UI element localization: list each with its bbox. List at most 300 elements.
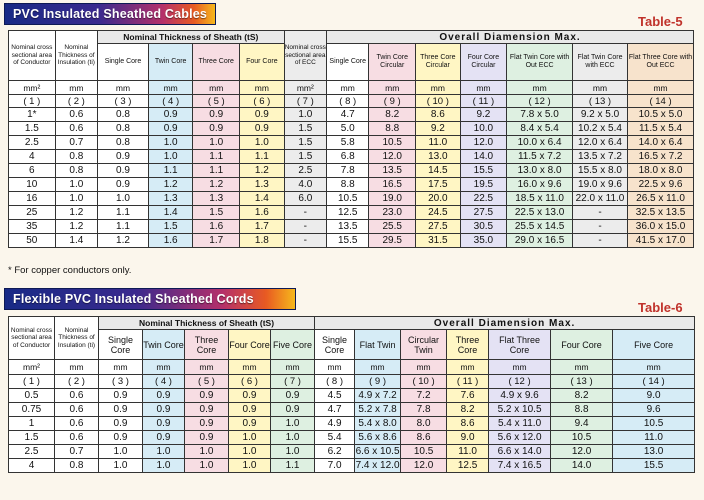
unit-cell: mm [507,81,573,95]
unit-cell: mm [240,81,285,95]
table-cell: 0.9 [271,403,315,417]
table-cell: 5.0 [327,122,369,136]
table-cell: 12.0 [551,445,613,459]
table6-col-header: Circular Twin [401,330,447,360]
unit-cell: mm [628,81,694,95]
table-cell: 0.9 [185,431,229,445]
table-cell: 1.1 [98,220,149,234]
table-cell: 5.4 x 11.0 [489,417,551,431]
table-cell: 41.5 x 17.0 [628,234,694,248]
column-number-cell: ( 9 ) [355,375,401,389]
table6-header-insulation: Nominal Thickness of Insulation (ti) [55,317,99,360]
table-cell: 1.5 [284,122,326,136]
column-number-cell: ( 6 ) [240,95,285,108]
table-cell: 0.9 [185,389,229,403]
table-cell: 1.2 [55,220,97,234]
table-cell: 16.5 x 7.2 [628,150,694,164]
column-number-cell: ( 4 ) [143,375,185,389]
table-cell: 16 [9,192,56,206]
table5-col-header: Twin Core [148,44,193,81]
table-cell: 20.0 [416,192,461,206]
table-cell: 0.9 [148,122,193,136]
unit-cell: mm [447,360,489,375]
unit-cell: mm [613,360,695,375]
table-cell: 13.5 [327,220,369,234]
table-cell: 22.5 [460,192,507,206]
table5-col-header: Flat Three Core with Out ECC [628,44,694,81]
table-cell: 8.8 [551,403,613,417]
table-cell: 0.9 [99,403,143,417]
column-number-cell: ( 2 ) [55,95,97,108]
table-cell: 16.5 [369,178,416,192]
table-cell: - [284,220,326,234]
table-cell: 10.5 [369,136,416,150]
table-cell: 8.8 [327,178,369,192]
table6-header-area: Nominal cross sectional area of Conductor [9,317,55,360]
column-number-cell: ( 10 ) [416,95,461,108]
table-cell: 1.1 [98,206,149,220]
table-row [9,206,694,220]
table5-title: PVC Insulated Sheathed Cables [13,7,208,21]
table-cell: 1* [9,108,56,122]
table-cell: 11.0 [416,136,461,150]
table-row [9,431,695,445]
table-cell: 1.0 [143,445,185,459]
table-cell: 1.3 [240,178,285,192]
table5-col-header: Three Core [193,44,240,81]
column-number-cell: ( 13 ) [572,95,627,108]
column-number-cell: ( 14 ) [628,95,694,108]
table-cell: 7.8 [401,403,447,417]
table-cell: 0.5 [9,389,55,403]
table-cell: 4.0 [284,178,326,192]
table-cell: 9.2 x 5.0 [572,108,627,122]
table5-col-header: Single Core [98,44,149,81]
table-cell: 36.0 x 15.0 [628,220,694,234]
table6-col-header: Three Core [185,330,229,360]
table-cell: 0.9 [98,178,149,192]
table-cell: 10.5 x 5.0 [628,108,694,122]
table-row [9,178,694,192]
table-cell: 5.4 [315,431,355,445]
table-row [9,164,694,178]
column-number-cell: ( 4 ) [148,95,193,108]
table5-header-sheath: Nominal Thickness of Sheath (tS) [98,31,285,44]
table-cell: 25.5 [369,220,416,234]
table-cell: 0.6 [55,389,99,403]
table-cell: 0.9 [98,150,149,164]
table-cell: 26.5 x 11.0 [628,192,694,206]
table-cell: 1.0 [148,150,193,164]
table-cell: 4.9 x 7.2 [355,389,401,403]
unit-cell: mm [229,360,271,375]
table-cell: 0.8 [98,108,149,122]
column-number-cell: ( 7 ) [284,95,326,108]
table-cell: 1.6 [148,234,193,248]
table6-label: Table-6 [638,300,683,315]
table-cell: 1.1 [148,164,193,178]
table-cell: 0.75 [9,403,55,417]
table-cell: 1.1 [193,150,240,164]
column-number-cell: ( 8 ) [327,95,369,108]
table-cell: 0.9 [99,389,143,403]
table5-col-header: Twin Core Circular [369,44,416,81]
table-cell: 1.5 [148,220,193,234]
table5-col-header: Flat Twin Core with Out ECC [507,44,573,81]
table-cell: 1.0 [55,178,97,192]
table-cell: 0.6 [55,122,97,136]
table-cell: 31.5 [416,234,461,248]
table-cell: 25.5 x 14.5 [507,220,573,234]
column-number-cell: ( 10 ) [401,375,447,389]
table-cell: 11.0 [613,431,695,445]
table-cell: 13.0 [613,445,695,459]
table-cell: 1.0 [271,417,315,431]
table-cell: 1.0 [98,192,149,206]
table-cell: 35 [9,220,56,234]
table-cell: 0.9 [148,108,193,122]
table-cell: 1.2 [240,164,285,178]
column-number-cell: ( 9 ) [369,95,416,108]
column-number-cell: ( 2 ) [55,375,99,389]
table-cell: 7.8 [327,164,369,178]
table-cell: 1.2 [55,206,97,220]
table-cell: 11.5 x 5.4 [628,122,694,136]
table-cell: 15.5 x 8.0 [572,164,627,178]
table-cell: 0.9 [143,431,185,445]
column-number-cell: ( 3 ) [98,95,149,108]
table-cell: 1.0 [99,445,143,459]
table-cell: 12.0 [369,150,416,164]
table-cell: 8.6 [401,431,447,445]
table-cell: 18.5 x 11.0 [507,192,573,206]
table-cell: 10.5 [327,192,369,206]
table-cell: 8.8 [369,122,416,136]
table-cell: 14.0 [460,150,507,164]
table-cell: 1.0 [148,136,193,150]
table-cell: 17.5 [416,178,461,192]
table-cell: 8.6 [447,417,489,431]
unit-cell: mm [193,81,240,95]
table-row [9,417,695,431]
table-cell: 13.0 x 8.0 [507,164,573,178]
table-cell: 0.9 [185,403,229,417]
table5-footnote: * For copper conductors only. [8,265,132,276]
table-cell: 0.6 [55,417,99,431]
table-cell: 1.1 [271,459,315,473]
table-cell: 6.8 [327,150,369,164]
table-cell: 5.2 x 10.5 [489,403,551,417]
table-cell: 1.5 [9,122,56,136]
table-cell: 10.0 x 6.4 [507,136,573,150]
table-cell: 8.0 [401,417,447,431]
table-row [9,136,694,150]
table-cell: 1.4 [55,234,97,248]
table-cell: 16.0 x 9.6 [507,178,573,192]
table-cell: 1.0 [229,459,271,473]
table-row [9,108,694,122]
table-cell: 1.2 [98,234,149,248]
table-cell: 0.6 [55,108,97,122]
table-cell: 0.7 [55,445,99,459]
table-row [9,459,695,473]
table-cell: 1.5 [284,136,326,150]
table6-title: Flexible PVC Insulated Sheathed Cords [13,292,254,306]
column-number-cell: ( 11 ) [460,95,507,108]
column-number-cell: ( 5 ) [185,375,229,389]
column-number-cell: ( 3 ) [99,375,143,389]
table6-col-header: Three Core [447,330,489,360]
table5-title-bar [4,3,216,25]
table-cell: 1.0 [284,108,326,122]
table-cell: 1.6 [240,206,285,220]
table-cell: 1.7 [193,234,240,248]
unit-cell: mm [369,81,416,95]
table-cell: 7.2 [401,389,447,403]
table6-col-header: Four Core [551,330,613,360]
table6-col-header: Five Core [271,330,315,360]
table-cell: 0.9 [240,108,285,122]
table5 [8,30,694,248]
table-cell: 14.5 [416,164,461,178]
table-row [9,220,694,234]
table-cell: 10.0 [460,122,507,136]
table-cell: 1.1 [193,164,240,178]
table5-label: Table-5 [638,14,683,29]
table-cell: 0.9 [99,417,143,431]
table-cell: 1.0 [229,445,271,459]
table-cell: 7.4 x 16.5 [489,459,551,473]
table-row [9,150,694,164]
unit-cell: mm [98,81,149,95]
table6-title-bar [4,288,296,310]
unit-cell: mm [148,81,193,95]
table-cell: 14.0 [551,459,613,473]
table5-col-header: Four Core [240,44,285,81]
table-cell: - [284,234,326,248]
table-cell: 4.5 [315,389,355,403]
table-cell: 23.0 [369,206,416,220]
table-cell: 0.6 [55,403,99,417]
table-row [9,389,695,403]
table-cell: 15.5 [613,459,695,473]
table5-header-overall: Overall Diamension Max. [327,31,694,44]
column-number-cell: ( 12 ) [489,375,551,389]
table-cell: 18.0 x 8.0 [628,164,694,178]
table-cell: 0.9 [185,417,229,431]
table-cell: 9.0 [447,431,489,445]
table6-col-header: Single Core [315,330,355,360]
table-cell: 7.8 x 5.0 [507,108,573,122]
column-number-cell: ( 1 ) [9,95,56,108]
table-cell: 1.4 [240,192,285,206]
table-cell: 0.9 [98,164,149,178]
table-cell: 9.0 [613,389,695,403]
table-cell: 6.2 [315,445,355,459]
table-cell: 1.2 [148,178,193,192]
table-cell: 1.0 [271,445,315,459]
column-number-cell: ( 6 ) [229,375,271,389]
table-cell: 0.8 [55,150,97,164]
table-cell: 6.6 x 14.0 [489,445,551,459]
unit-cell: mm [327,81,369,95]
table-cell: 1.5 [284,150,326,164]
unit-cell: mm [99,360,143,375]
table-cell: 4.7 [315,403,355,417]
table-cell: 6.6 x 10.5 [355,445,400,457]
unit-cell: mm² [9,81,56,95]
table-cell: 0.9 [143,417,185,431]
table5-header-ecc: Nominal cross sectional area of ECC [284,31,326,81]
table-cell: 0.9 [143,389,185,403]
table-cell: 9.2 [460,108,507,122]
table-cell: 1.0 [193,136,240,150]
table6-header-overall: Overall Diamension Max. [315,317,695,330]
table-cell: 27.5 [416,220,461,234]
table-cell: 7.4 x 12.0 [355,459,400,471]
table-cell: 5.6 x 8.6 [355,431,401,445]
table-cell: 19.0 x 9.6 [572,178,627,192]
column-number-cell: ( 12 ) [507,95,573,108]
table-cell: 12.0 x 6.4 [572,136,627,150]
table-cell: 1.0 [185,445,229,459]
table-cell: 8.4 x 5.4 [507,122,573,136]
table-cell: 4.9 x 9.6 [489,389,551,403]
table-cell: 14.0 x 6.4 [628,136,694,150]
table-cell: 1.3 [193,192,240,206]
table-cell: 1.8 [240,234,285,248]
table-cell: 22.5 x 9.6 [628,178,694,192]
table-cell: 11.5 x 7.2 [507,150,573,164]
table-cell: 13.0 [416,150,461,164]
table-cell: 0.9 [99,431,143,445]
table-cell: 1.0 [143,459,185,473]
column-number-cell: ( 11 ) [447,375,489,389]
table-cell: 27.5 [460,206,507,220]
table-cell: 5.6 x 12.0 [489,431,551,445]
unit-cell: mm [551,360,613,375]
column-number-cell: ( 13 ) [551,375,613,389]
table-cell: 0.9 [143,403,185,417]
table-cell: 1.0 [185,459,229,473]
table-cell: 25 [9,206,56,220]
table5-col-header: Four Core Circular [460,44,507,81]
table-cell: 1.0 [99,459,143,473]
table-cell: 1.7 [240,220,285,234]
unit-cell: mm [489,360,551,375]
table6-header-sheath: Nominal Thickness of Sheath (tS) [99,317,315,330]
table6-col-header: Twin Core [143,330,185,360]
table-cell: - [572,234,627,248]
table-cell: 29.5 [369,234,416,248]
table-cell: 5.4 x 8.0 [355,417,401,431]
table-cell: 0.9 [193,122,240,136]
table-cell: 0.7 [55,136,97,150]
table-cell: 10.2 x 5.4 [572,122,627,136]
table5-col-header: Flat Twin Core with ECC [572,44,627,81]
column-number-cell: ( 8 ) [315,375,355,389]
table-cell: 1.0 [55,192,97,206]
table-cell: 4 [9,459,55,473]
unit-cell: mm² [284,81,326,95]
column-number-cell: ( 5 ) [193,95,240,108]
table-cell: 19.5 [460,178,507,192]
unit-cell: mm [55,360,99,375]
unit-cell: mm [271,360,315,375]
table-cell: 0.9 [193,108,240,122]
table-cell: 2.5 [284,164,326,178]
table-cell: 2.5 [9,445,55,459]
table-cell: 13.5 x 7.2 [572,150,627,164]
table6-col-header: Four Core [229,330,271,360]
table-cell: 10 [9,178,56,192]
table-cell: 1.4 [148,206,193,220]
table-cell: 10.5 [551,431,613,445]
table-cell: 15.5 [460,164,507,178]
table-cell: 0.9 [240,122,285,136]
table-cell: 0.8 [55,164,97,178]
table-cell: 0.9 [229,403,271,417]
table-cell: 0.9 [271,389,315,403]
table-cell: 5.2 x 7.8 [355,403,401,417]
table-row [9,234,694,248]
unit-cell: mm [572,81,627,95]
table-cell: 1.5 [9,431,55,445]
table-cell: 10.5 [613,417,695,431]
table-cell: 4.7 [327,108,369,122]
table-row [9,445,695,459]
unit-cell: mm [315,360,355,375]
table-cell: - [572,206,627,220]
table-cell: 1.5 [193,206,240,220]
table-cell: 0.8 [98,136,149,150]
table-cell: 9.4 [551,417,613,431]
table5-header-area: Nominal cross sectional area of Conductor [9,31,56,81]
unit-cell: mm [460,81,507,95]
table-cell: 7.6 [447,389,489,403]
table-cell: 10.5 [401,445,447,459]
table6-col-header: Flat Twin [355,330,401,360]
unit-cell: mm [416,81,461,95]
unit-cell: mm [143,360,185,375]
table-cell: 0.8 [98,122,149,136]
column-number-cell: ( 1 ) [9,375,55,389]
table-cell: 1.0 [240,136,285,150]
table-cell: - [572,220,627,234]
table-cell: 11.0 [447,445,489,459]
table-cell: 15.5 [327,234,369,248]
table-cell: 0.9 [229,389,271,403]
table-cell: 22.0 x 11.0 [572,192,627,206]
unit-cell: mm [55,81,97,95]
table5-col-header: Single Core [327,44,369,81]
table-cell: 30.5 [460,220,507,234]
table-cell: 12.5 [327,206,369,220]
table-cell: 24.5 [416,206,461,220]
table5-header-insulation: Nominal Thickness of Insulation (ti) [55,31,97,81]
table-cell: 8.6 [416,108,461,122]
table-cell: 8.2 [551,389,613,403]
table-cell: 1.0 [271,431,315,445]
table-row [9,192,694,206]
table-cell: 1 [9,417,55,431]
unit-cell: mm [355,360,401,375]
table-cell: 4.9 [315,417,355,431]
unit-cell: mm² [9,360,55,375]
table-cell: 9.2 [416,122,461,136]
table-cell: 22.5 x 13.0 [507,206,573,220]
table-row [9,403,695,417]
